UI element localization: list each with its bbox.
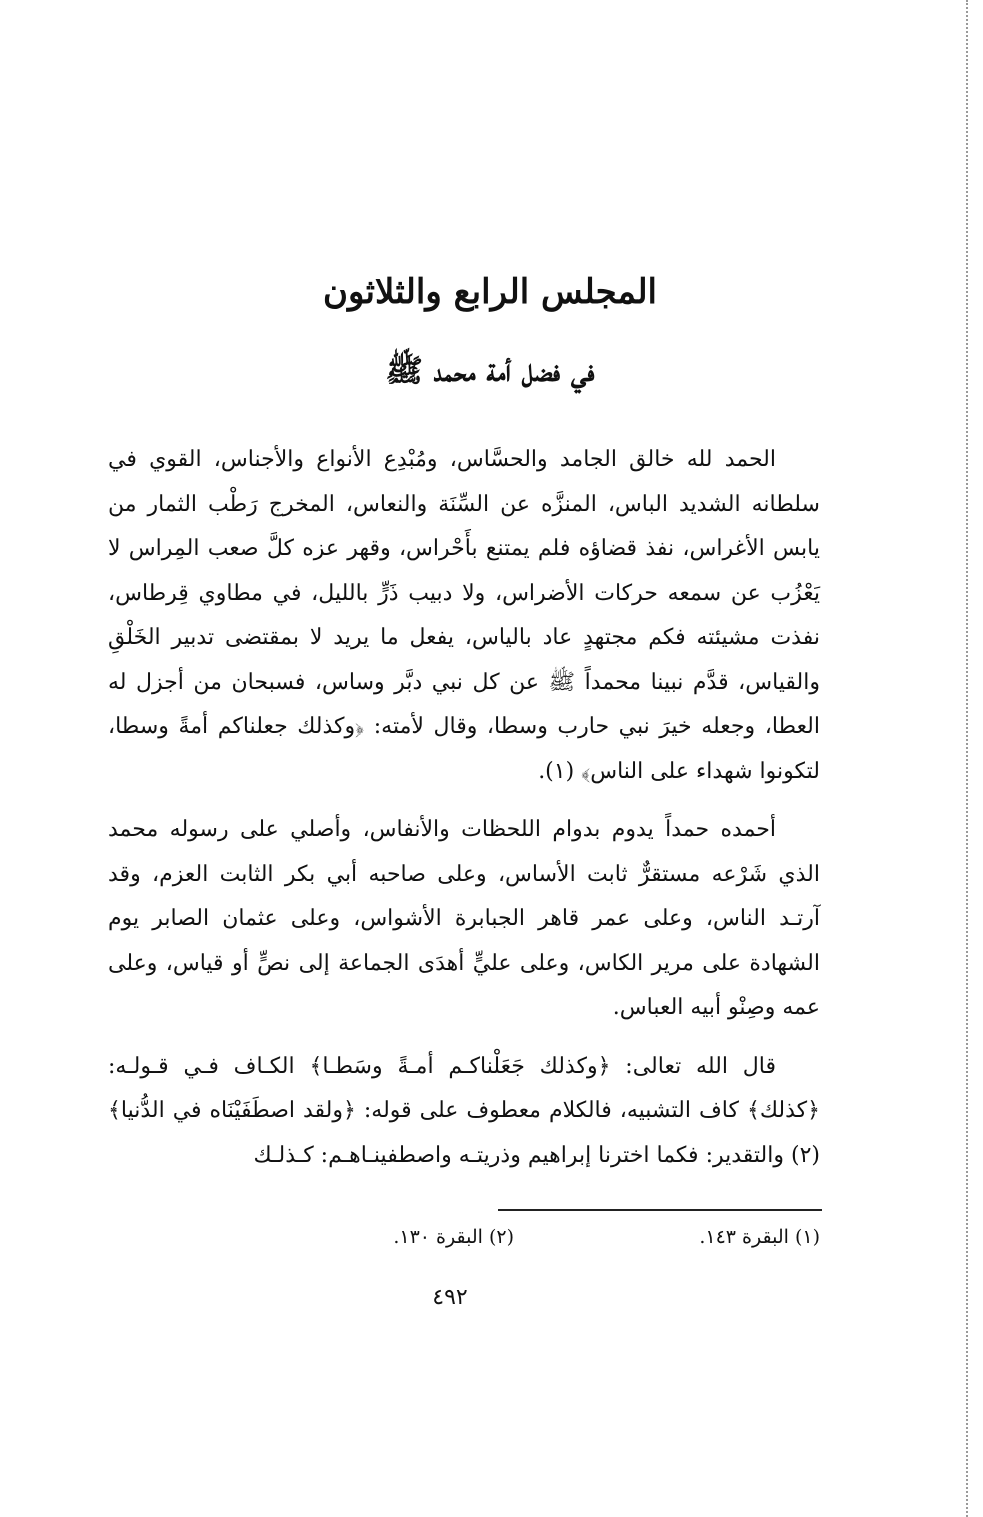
- chapter-title: المجلس الرابع والثلاثون: [322, 272, 658, 312]
- footnotes: [300, 1226, 820, 1256]
- paragraph-1: الحمد لله خالق الجامد والحسَّاس، ومُبْدِع الأنواع والأجناس، القوي في سلطانه الشديد الباس، المنزَّه عن السِّنَة والنعاس، المخرج رَطْب الثمار من يابس الأغراس، نفذ قضاؤه فلم يمتنع بأَحْراس، وقهر عزه كلَّ صعب المِراس لا يَعْزُب عن سمعه حركات الأضراس، ولا دبيب ذَرٍّ بالليل، في مطاوي قِرطاس، نفذت مشيئته فكم مجتهدٍ عاد بالياس، يفعل ما يريد لا بمقتضى تدبير الخَلْقِ والقياس، قدَّم نبينا محمداً ﷺ عن كل نبي دبَّر وساس، فسبحان من أجزل له العطا، وجعله خيرَ نبي حارب وسطا، وقال لأمته: ﴿وكذلك جعلناكم أمةً وسطا، لتكونوا شهداء على الناس﴾ (١).: [108, 447, 821, 784]
- footnote-1: (١) البقرة ١٤٣.: [699, 1226, 820, 1248]
- footnote-2: (٢) البقرة ١٣٠.: [393, 1226, 514, 1248]
- body-text: [108, 438, 820, 1192]
- chapter-subtitle: في فضل أمة محمد ﷺ: [385, 353, 595, 389]
- paragraph-3: قال الله تعالى: ﴿وكذلك جَعَلْناكـم أمـةً وسَطـا﴾ الكـاف فـي قـولـه: ﴿كذلك﴾ كاف التشبيه، فالكلام معطوف على قوله: ﴿ولقد اصطَفَيْنَاه في الدُّنيا﴾ (٢) والتقدير: فكما اخترنا إبراهيم وذريتـه واصطفينـاهـم: كـذلـك: [108, 1053, 820, 1168]
- footnote-separator: [498, 1209, 822, 1211]
- paragraph-2: أحمده حمداً يدوم بدوام اللحظات والأنفاس، وأصلي على رسوله محمد الذي شَرْعه مستقرٌّ ثابت الأساس، وعلى صاحبه أبي بكر الثابت العزم، وقد آرتـد الناس، وعلى عمر قاهر الجبابرة الأشواس، وعلى عثمان الصابر يوم الشهادة على مرير الكاس، وعلى عليٍّ أهدَى الجماعة إلى نصٍّ أو قياس، وعلى عمه وصِنْو أبيه العباس.: [108, 817, 820, 1020]
- page-number: ٤٩٢: [432, 1285, 468, 1310]
- scan-edge-line: [966, 0, 968, 1517]
